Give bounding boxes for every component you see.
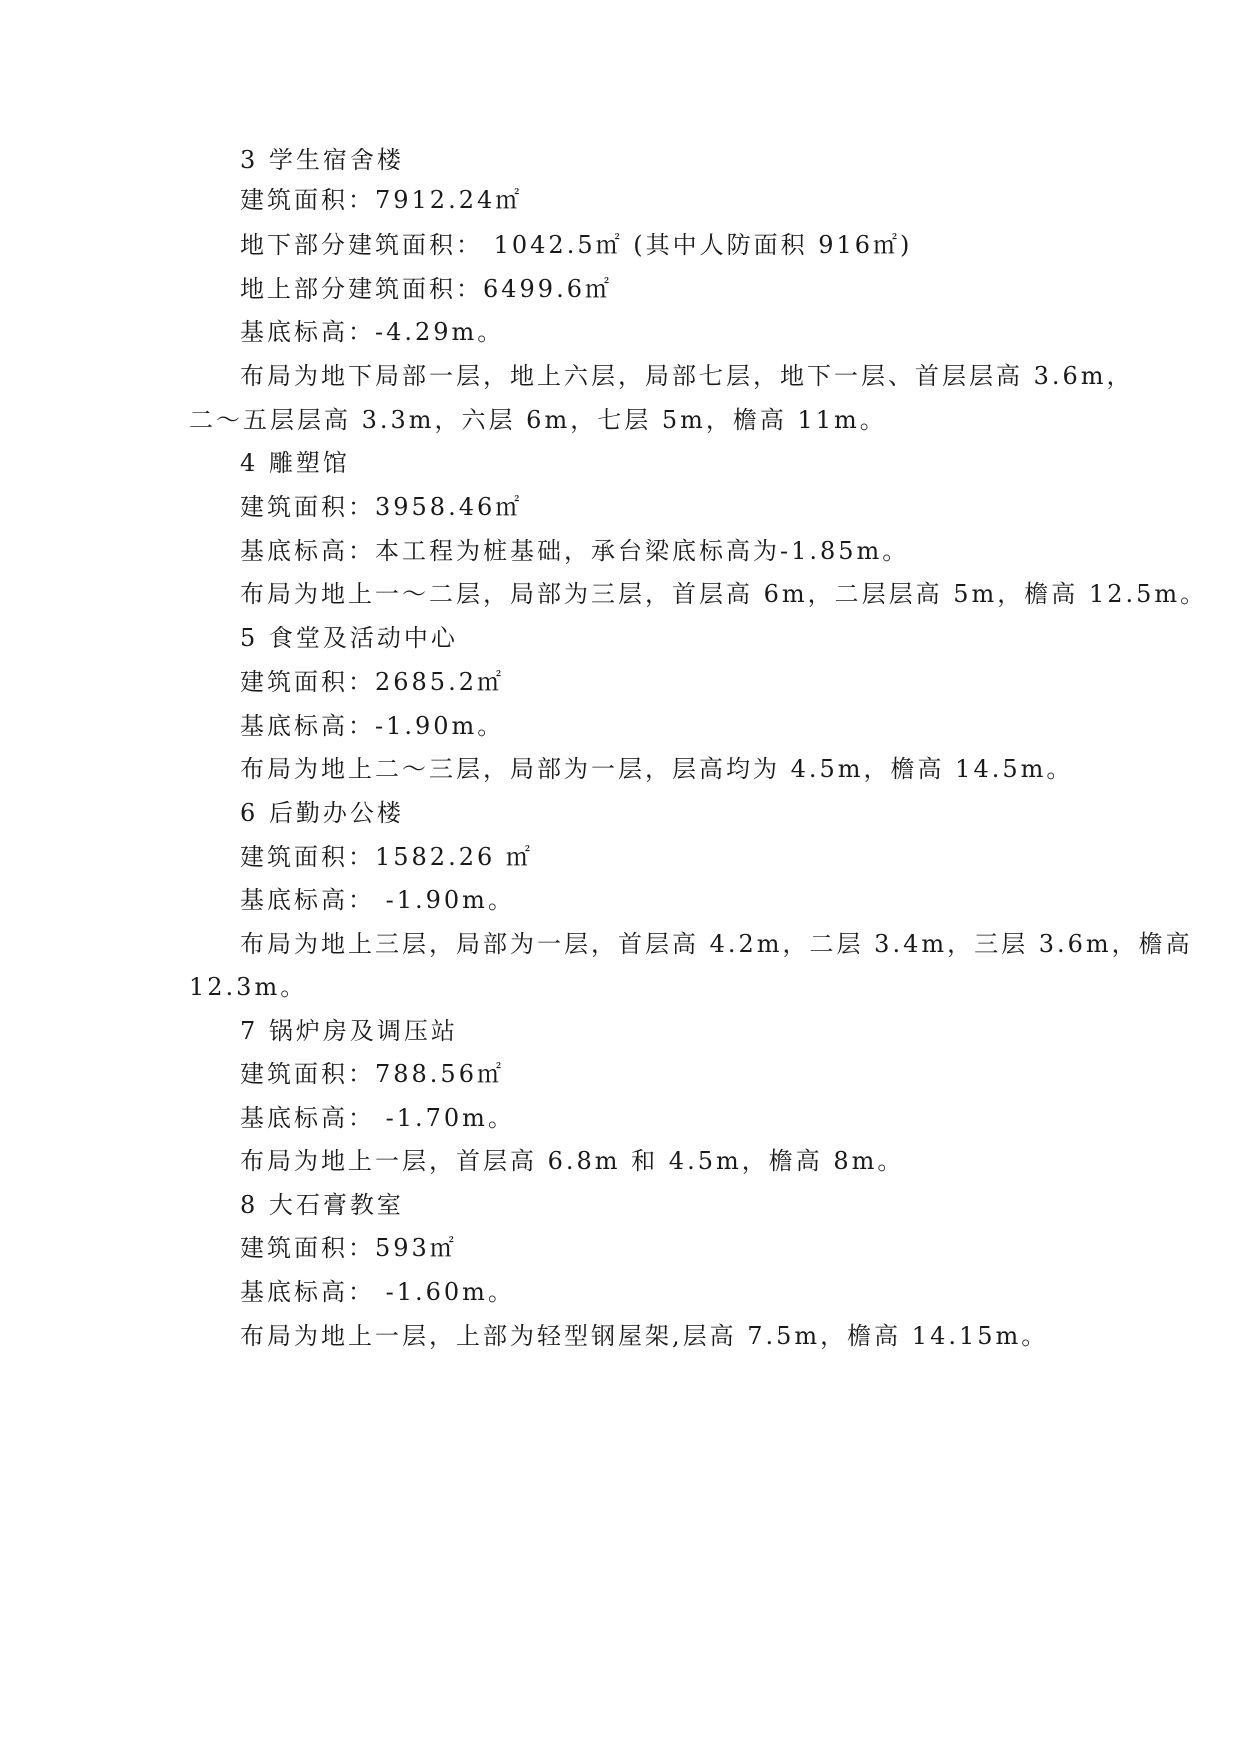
text-line: 基底标高： -1.60m。 bbox=[240, 1278, 515, 1306]
text-line: 布局为地上一层，上部为轻型钢屋架,层高 7.5m，檐高 14.15m。 bbox=[240, 1322, 1049, 1350]
heading-canteen: 5 食堂及活动中心 bbox=[240, 624, 458, 652]
text-line: 建筑面积：1582.26 ㎡ bbox=[240, 843, 533, 871]
text-line: 基底标高：-1.90m。 bbox=[240, 712, 505, 740]
text-line: 布局为地上三层，局部为一层，首层高 4.2m，二层 3.4m，三层 3.6m，檐高 bbox=[240, 930, 1193, 958]
text-line: 基底标高： -1.70m。 bbox=[240, 1104, 515, 1132]
text-line: 建筑面积：2685.2㎡ bbox=[240, 668, 504, 696]
text-line: 布局为地上二～三层，局部为一层，层高均为 4.5m，檐高 14.5m。 bbox=[240, 755, 1074, 783]
text-line: 地上部分建筑面积：6499.6㎡ bbox=[240, 275, 612, 303]
heading-dormitory: 3 学生宿舍楼 bbox=[240, 146, 404, 174]
heading-plaster-classroom: 8 大石膏教室 bbox=[240, 1191, 404, 1219]
heading-sculpture-hall: 4 雕塑馆 bbox=[240, 449, 350, 477]
text-line: 建筑面积：788.56㎡ bbox=[240, 1060, 504, 1088]
text-line: 布局为地上一层，首层高 6.8m 和 4.5m，檐高 8m。 bbox=[240, 1147, 905, 1175]
text-line: 建筑面积：7912.24㎡ bbox=[240, 186, 523, 214]
text-line: 布局为地下局部一层，地上六层，局部七层，地下一层、首层层高 3.6m， bbox=[240, 362, 1134, 390]
heading-logistics-office: 6 后勤办公楼 bbox=[240, 799, 404, 827]
text-line: 基底标高： -1.90m。 bbox=[240, 886, 515, 914]
text-line: 建筑面积：593㎡ bbox=[240, 1234, 457, 1262]
text-line: 地下部分建筑面积： 1042.5㎡ (其中人防面积 916㎡) bbox=[240, 231, 913, 259]
text-line: 基底标高：-4.29m。 bbox=[240, 318, 505, 346]
text-line: 基底标高：本工程为桩基础，承台梁底标高为-1.85m。 bbox=[240, 537, 910, 565]
text-line: 布局为地上一～二层，局部为三层，首层高 6m，二层层高 5m，檐高 12.5m。 bbox=[240, 580, 1208, 608]
text-line: 12.3m。 bbox=[189, 973, 308, 1001]
text-line: 二～五层层高 3.3m，六层 6m，七层 5m，檐高 11m。 bbox=[189, 406, 887, 434]
heading-boiler-room: 7 锅炉房及调压站 bbox=[240, 1017, 458, 1045]
text-line: 建筑面积：3958.46㎡ bbox=[240, 493, 523, 521]
